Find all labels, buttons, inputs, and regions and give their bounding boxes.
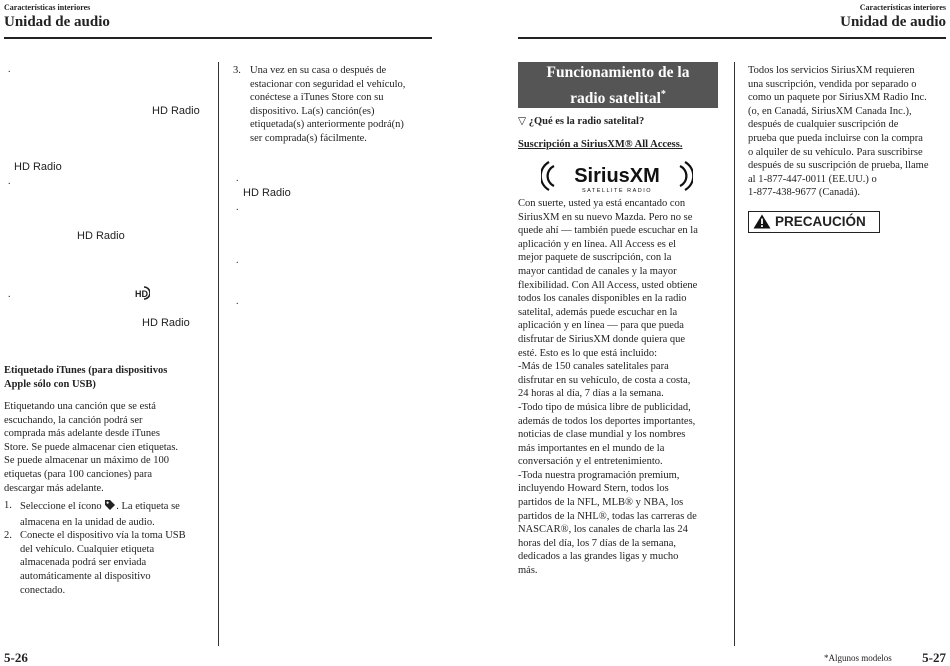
itunes-steps [4,499,214,597]
triangle-down-icon: ▽ [518,116,529,127]
bullet-dot: . [236,202,239,213]
left-page-title: Unidad de audio [4,14,110,30]
hd-radio-label: HD Radio [77,230,125,242]
tag-icon [104,499,116,516]
section-heading-itunes: Etiquetado iTunes (para dispositivos Apple sólo con USB) [4,365,168,390]
page-number-left: 5-26 [4,650,28,665]
list-item: 1. Seleccione el ícono . La etiqueta se almacena en la unidad de audio. [4,500,180,528]
section-title-box: Funcionamiento de la radio satelital* [518,62,718,108]
hd-radio-label: HD Radio [142,317,190,329]
right-running-head: Características interiores [859,3,946,12]
footnote: *Algunos modelos [824,653,892,663]
hd-radio-icon [134,285,150,306]
siriusxm-logo [541,158,693,194]
left-running-head: Características interiores [4,3,91,12]
column-divider [734,62,735,646]
caution-label: PRECAUCIÓN [775,214,866,229]
bullet-dot: . [8,64,11,75]
itunes-paragraph: Etiquetando una canción que se está escuchando, la canción podrá ser comprada más adelante desde iTunes Store. Se puede almacenar cien etiquetas. Se puede almacenar un máximo de 100 etiquetas (para 100 canciones) para descargar más adelante. [4,401,179,494]
warning-triangle-icon [753,214,771,234]
subscription-info-body: Todos los servicios SiriusXM requieren una suscripción, vendida por separado o como un paquete por SiriusXM Radio Inc. (o, en Canadá, SiriusXM Canada Inc.), después de cualquier suscripción de prueba que pueda incluirse con la compra o alquiler de su vehículo. Para suscribirse después de su suscripción de prueba, llame al 1-877-447-0011 (EE.UU.) o 1-877-438-9677 (Canadá). [748,65,929,199]
svg-text:SATELLITE RADIO: SATELLITE RADIO [581,188,653,194]
question-heading: ▽ ¿Qué es la radio satelital? [518,116,645,127]
right-page-title: Unidad de audio [840,14,946,30]
right-header-rule [518,37,946,39]
caution-box [748,211,880,233]
bullet-dot: . [236,296,239,307]
page-number-right: 5-27 [922,650,946,665]
step-3: 3. Una vez en su casa o después de estacionar con seguridad el vehículo, conéctese a iTunes Store con su dispositivo. La(s) canción(es) etiquetada(s) anteriormente podrá(n) ser comprada(s) fácilmente. [233,65,406,144]
hd-radio-label: HD Radio [243,187,291,199]
svg-text:SiriusXM: SiriusXM [574,165,660,187]
hd-radio-label: HD Radio [14,161,62,173]
hd-radio-label: HD Radio [152,105,200,117]
bullet-dot: . [8,176,11,187]
bullet-dot: . [8,289,11,300]
bullet-dot: . [236,173,239,184]
siriusxm-body: Con suerte, usted ya está encantado con SiriusXM en su nuevo Mazda. Pero no se quede ahí — también puede escuchar en la aplicación y en línea. All Access es el mejor paquete de suscripción, con la mayor cantidad de canales y la mayor flexibilidad. Con All Access, usted obtiene todos los canales disponibles en la radio satelital, además puede escuchar en la aplicación y en línea — para que pueda disfrutar de SiriusXM donde quiera que esté. Esto es lo que está incluido: -Más de 150 canales satelitales para disfrutar en su vehículo, de costa a costa, 24 horas al día, 7 días a la semana. -Todo tipo de música libre de publicidad, además de todos los deportes importantes, noticias de clase mundial y los nombres más importantes en el mundo de la conversación y el entretenimiento. -Toda nuestra programación premium, incluyendo Howard Stern, todos los partidos de la NFL, MLB® y NBA, los partidos de la NHL®, todas las carreras de NASCAR®, los canales de charla las 24 horas del día, los 7 días de la semana, dedicados a las grandes ligas y mucho más. [518,198,698,577]
bullet-dot: . [236,255,239,266]
column-divider [218,62,219,646]
subscription-heading: Suscripción a SiriusXM® All Access. [518,139,683,150]
svg-text:HD: HD [135,289,148,299]
list-item: 2. Conecte el dispositivo vía la toma USB del vehículo. Cualquier etiqueta almacenada podrá ser enviada automáticamente al dispositivo conectado. [4,530,186,596]
left-header-rule [4,37,432,39]
